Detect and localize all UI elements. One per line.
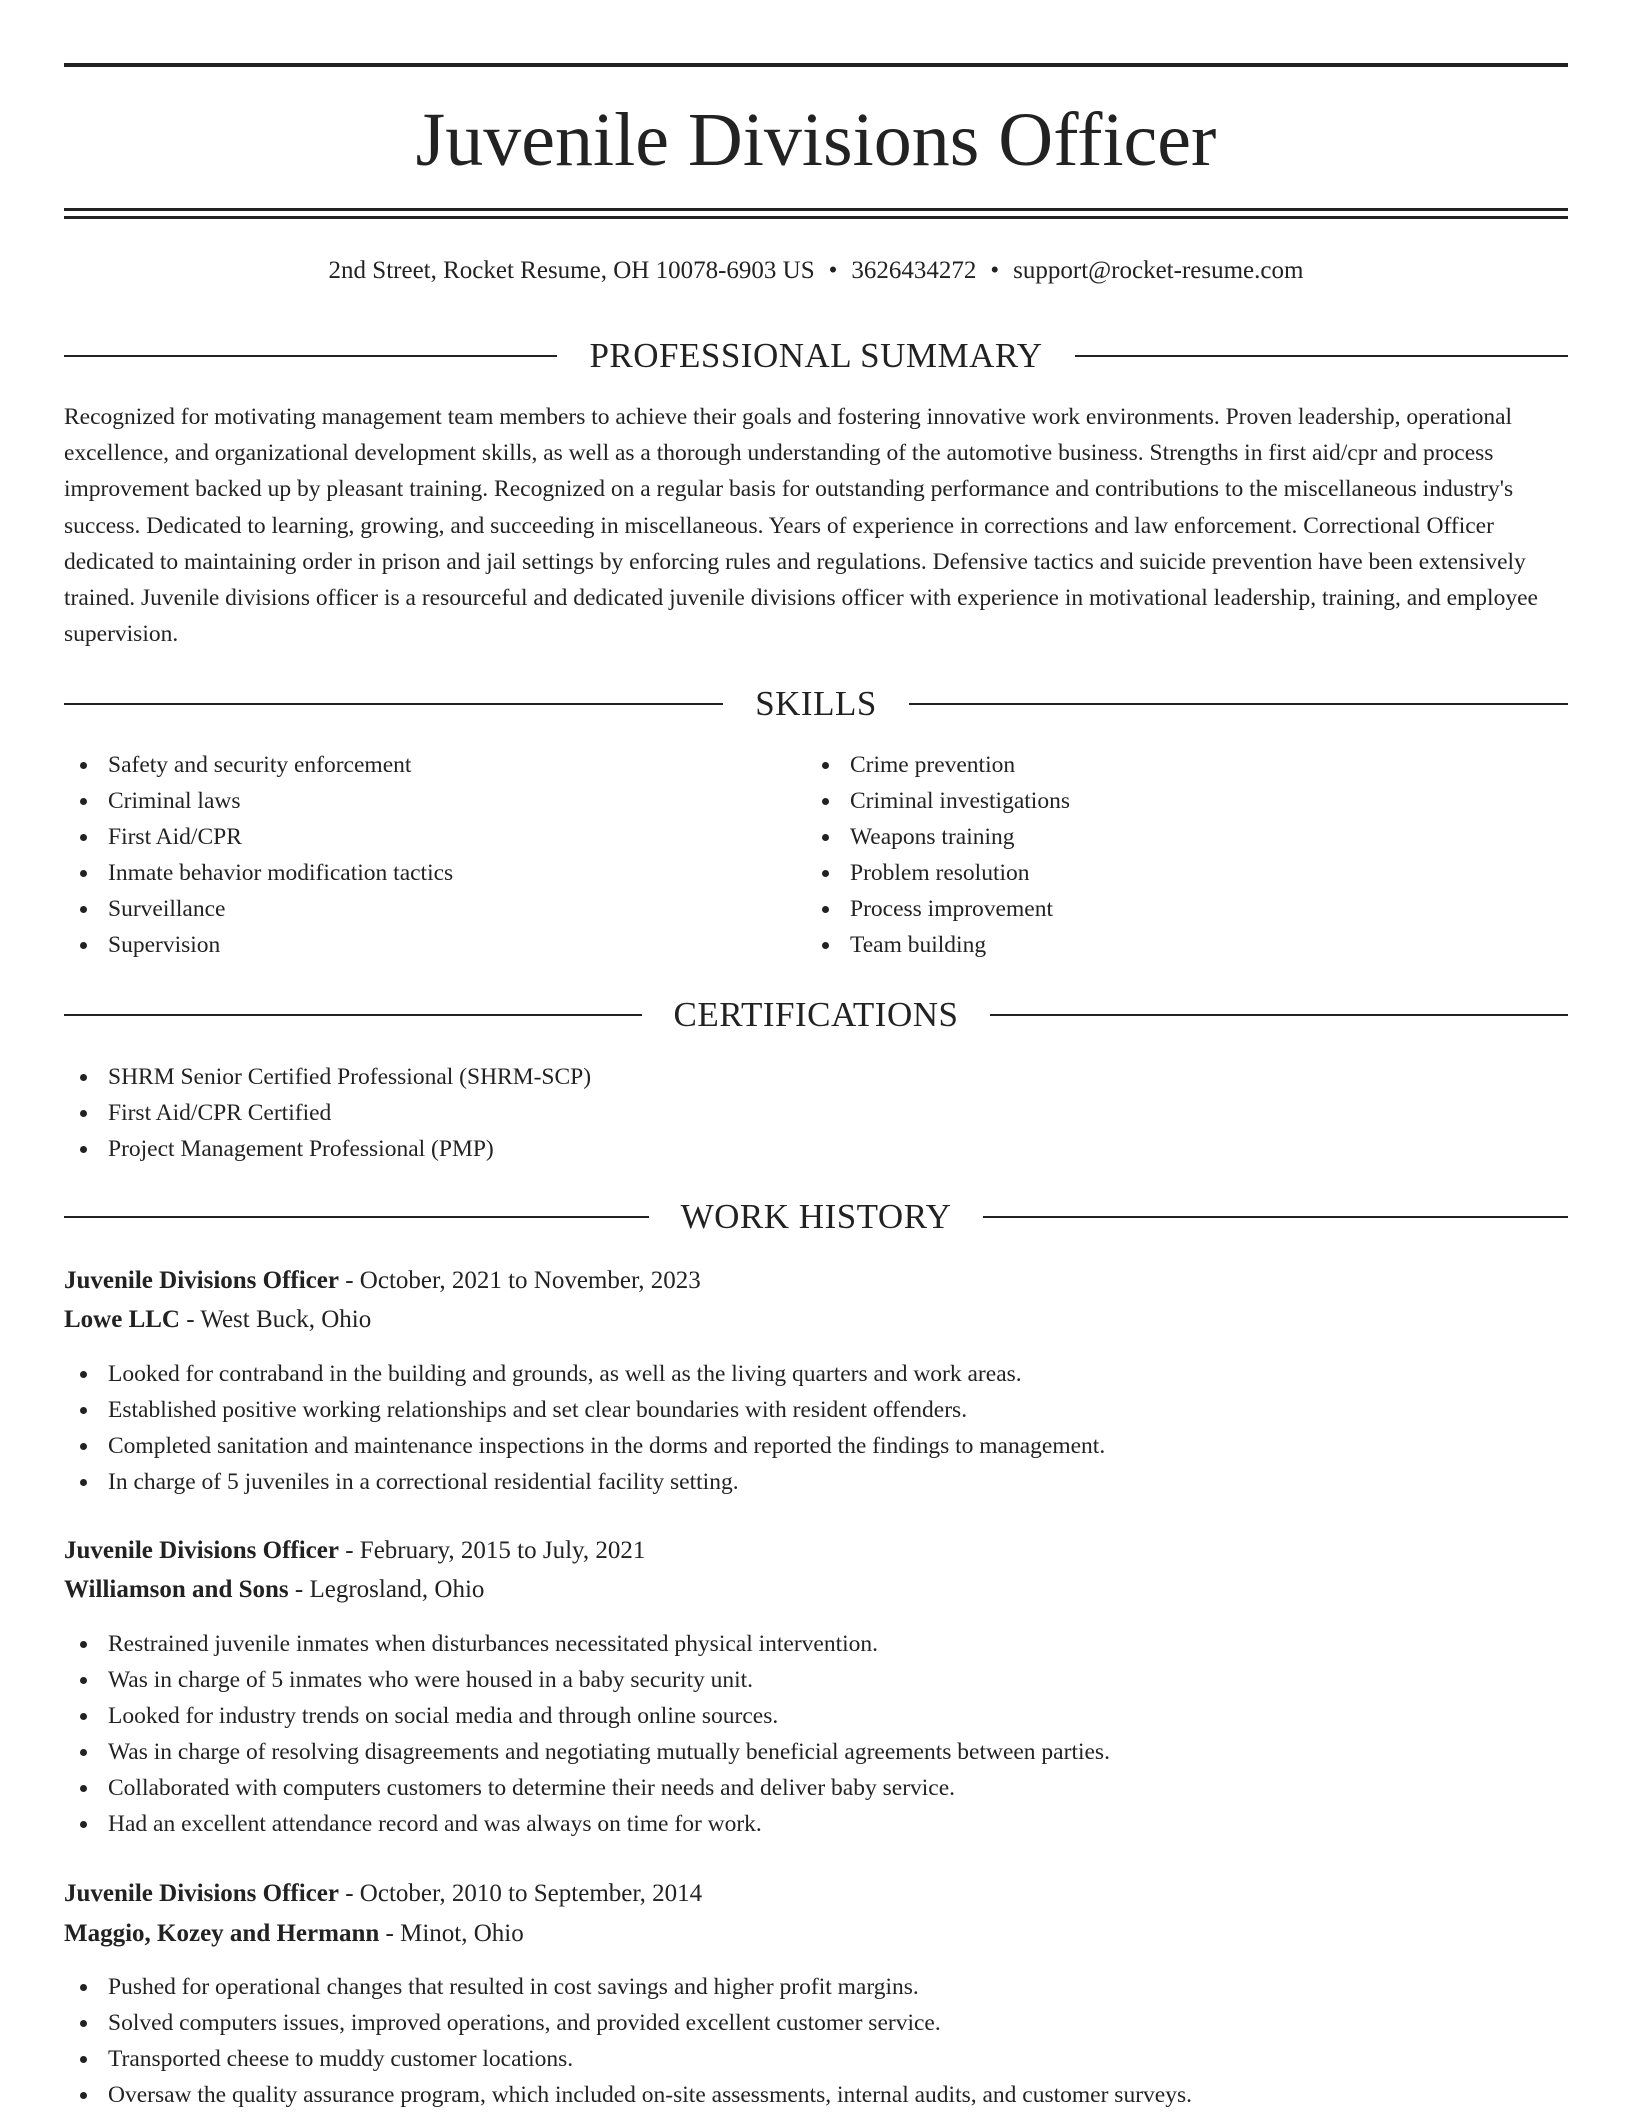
- job-dates: - October, 2010 to September, 2014: [338, 1880, 703, 1907]
- contact-separator: •: [990, 257, 1000, 284]
- skill-item: Safety and security enforcement: [64, 747, 453, 783]
- section-title: SKILLS: [755, 684, 877, 723]
- job-bullets: [64, 1626, 1110, 1842]
- certification-item: Project Management Professional (PMP): [64, 1131, 591, 1167]
- contact-info: [64, 254, 1568, 288]
- job-bullet: Completed sanitation and maintenance inspections in the dorms and reported the findings to management.: [64, 1428, 1105, 1464]
- skill-item: Process improvement: [806, 891, 1070, 927]
- job-company: Maggio, Kozey and Hermann: [64, 1920, 380, 1947]
- skill-item: Supervision: [64, 927, 453, 963]
- job-bullet: Restrained juvenile inmates when disturbances necessitated physical intervention.: [64, 1626, 1110, 1662]
- job-company-line: [64, 1303, 1568, 1337]
- page-title: Juvenile Divisions Officer: [415, 98, 1217, 182]
- job-bullet: Looked for contraband in the building and grounds, as well as the living quarters and work areas.: [64, 1356, 1105, 1392]
- job-bullet: Established positive working relationships and set clear boundaries with resident offenders.: [64, 1392, 1105, 1428]
- heading-rule: [990, 1014, 1568, 1016]
- section-title: PROFESSIONAL SUMMARY: [589, 336, 1043, 375]
- certification-item: First Aid/CPR Certified: [64, 1095, 591, 1131]
- header-bottom-rule: [64, 216, 1568, 219]
- job-title: Juvenile Divisions Officer: [64, 1267, 339, 1294]
- header-top-rule: [64, 63, 1568, 67]
- section-heading-skills: [64, 684, 1568, 724]
- job-title-line: [64, 1534, 1568, 1568]
- job-bullet: Looked for industry trends on social media and through online sources.: [64, 1698, 1110, 1734]
- skill-item: First Aid/CPR: [64, 819, 453, 855]
- job-title: Juvenile Divisions Officer: [64, 1537, 339, 1564]
- skill-item: Problem resolution: [806, 855, 1070, 891]
- job-title-line: [64, 1264, 1568, 1298]
- section-title: WORK HISTORY: [680, 1197, 952, 1236]
- certifications-list: [64, 1059, 591, 1167]
- heading-rule: [64, 355, 557, 357]
- job-title-line: [64, 1877, 1568, 1911]
- job-bullet: Pushed for operational changes that resulted in cost savings and higher profit margins.: [64, 1969, 1192, 2005]
- job-bullet: Was in charge of resolving disagreements and negotiating mutually beneficial agreements between parties.: [64, 1734, 1110, 1770]
- skills-list-right: [806, 747, 1070, 963]
- job-company: Williamson and Sons: [64, 1576, 289, 1603]
- skill-item: Criminal laws: [64, 783, 453, 819]
- section-heading-summary: [64, 336, 1568, 376]
- skill-item: Surveillance: [64, 891, 453, 927]
- job-dates: - October, 2021 to November, 2023: [338, 1267, 701, 1294]
- job-bullet: Had an excellent attendance record and was always on time for work.: [64, 1806, 1110, 1842]
- job-bullet: Collaborated with computers customers to determine their needs and deliver baby service.: [64, 1770, 1110, 1806]
- section-heading-work-history: [64, 1197, 1568, 1237]
- job-bullet: Was in charge of 5 inmates who were housed in a baby security unit.: [64, 1662, 1110, 1698]
- skills-list-left: [64, 747, 453, 963]
- job-bullet: Oversaw the quality assurance program, which included on-site assessments, internal audits, and customer surveys.: [64, 2077, 1192, 2113]
- heading-rule: [64, 1014, 642, 1016]
- job-bullet: Transported cheese to muddy customer locations.: [64, 2041, 1192, 2077]
- job-dates: - February, 2015 to July, 2021: [338, 1537, 646, 1564]
- heading-rule: [1075, 355, 1568, 357]
- skill-item: Inmate behavior modification tactics: [64, 855, 453, 891]
- skill-item: Crime prevention: [806, 747, 1070, 783]
- summary-text: Recognized for motivating management team members to achieve their goals and fostering innovative work environments. Proven leadership, operational excellence, and organizational development skills, as well as a thorough understanding of the automotive business. Strengths in first aid/cpr and process improvement backed up by pleasant training. Recognized on a regular basis for outstanding performance and contributions to the miscellaneous industry's success. Dedicated to learning, growing, and succeeding in miscellaneous. Years of experience in corrections and law enforcement. Correctional Officer dedicated to maintaining order in prison and jail settings by enforcing rules and regulations. Defensive tactics and suicide prevention have been extensively trained. Juvenile divisions officer is a resourceful and dedicated juvenile divisions officer with experience in motivational leadership, training, and employee supervision.: [64, 404, 1538, 648]
- job-bullet: Solved computers issues, improved operations, and provided excellent customer service.: [64, 2005, 1192, 2041]
- heading-rule: [64, 703, 723, 705]
- skill-item: Weapons training: [806, 819, 1070, 855]
- job-company-line: [64, 1917, 1568, 1951]
- heading-rule: [909, 703, 1568, 705]
- contact-address: 2nd Street, Rocket Resume, OH 10078-6903 US: [328, 257, 815, 284]
- job-location: - Minot, Ohio: [379, 1920, 524, 1947]
- section-title: CERTIFICATIONS: [673, 995, 959, 1034]
- section-heading-certifications: [64, 995, 1568, 1035]
- job-bullets: [64, 1969, 1192, 2113]
- contact-separator: •: [828, 257, 838, 284]
- heading-rule: [983, 1216, 1568, 1218]
- job-location: - Legrosland, Ohio: [288, 1576, 485, 1603]
- certification-item: SHRM Senior Certified Professional (SHRM-SCP): [64, 1059, 591, 1095]
- heading-rule: [64, 1216, 649, 1218]
- contact-phone: 3626434272: [851, 257, 977, 284]
- job-company: Lowe LLC: [64, 1306, 180, 1333]
- job-location: - West Buck, Ohio: [179, 1306, 372, 1333]
- job-title: Juvenile Divisions Officer: [64, 1880, 339, 1907]
- job-company-line: [64, 1573, 1568, 1607]
- job-bullets: [64, 1356, 1105, 1500]
- header-bottom-rule: [64, 208, 1568, 211]
- skill-item: Criminal investigations: [806, 783, 1070, 819]
- skill-item: Team building: [806, 927, 1070, 963]
- contact-email: support@rocket-resume.com: [1013, 257, 1304, 284]
- job-bullet: In charge of 5 juveniles in a correctional residential facility setting.: [64, 1464, 1105, 1500]
